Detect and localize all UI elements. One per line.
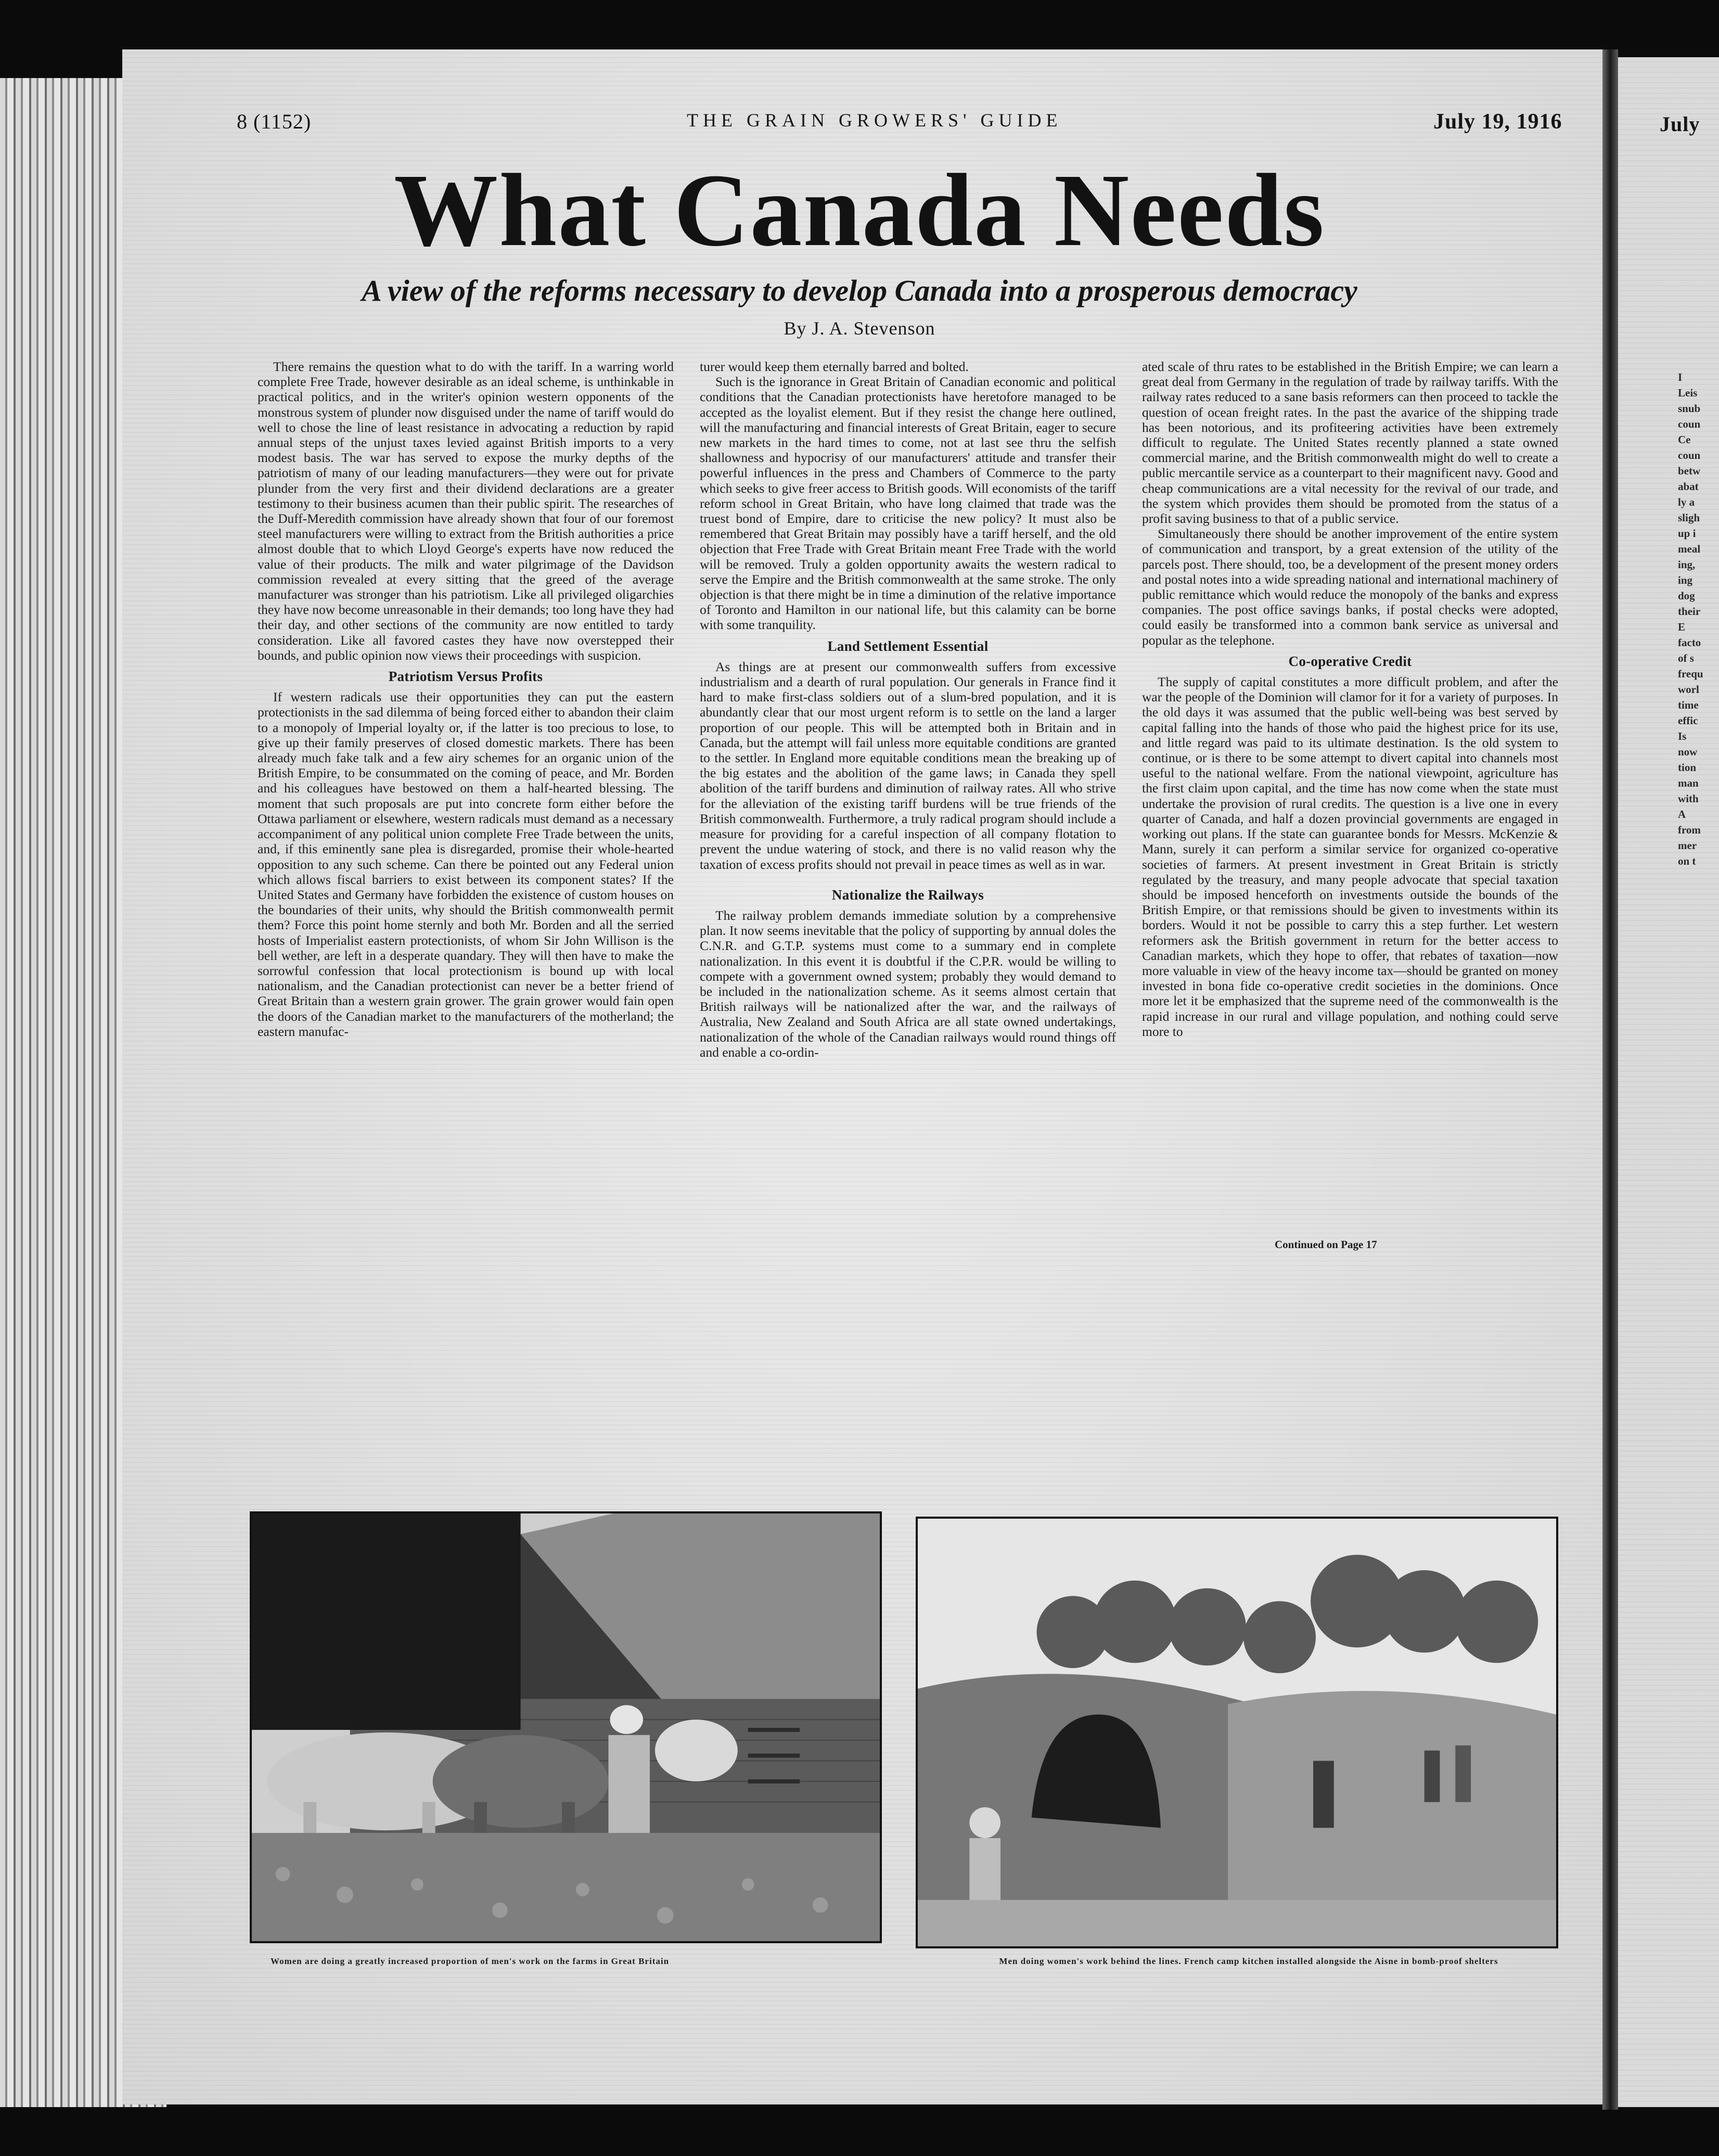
paragraph: ated scale of thru rates to be established in the British Empire; we can learn a great deal from Germany in the regulation of trade by railway tariffs. With the railway rates reduced to a sane basis reformers can then proceed to tackle the question of ocean freight rates. In the past the avarice of the shipping trade has been notorious, and its profiteering activities have been extremely difficult to regulate. The United States recently planned a state owned commercial marine, and the British commonwealth might do well to create a public mercantile service as a counterpart to their magnificent navy. Good and cheap communications are a vital necessity for the revival of our trade, and the system which provides them should be promoted from the status of a profit saving business to that of a public service. — [1142, 359, 1558, 527]
paragraph: The supply of capital constitutes a more difficult problem, and after the war the people of the Dominion will clamor for it for a variety of purposes. In the old days it was assumed that the public well-being was best served by capital falling into the hands of those who paid the highest price for its use, and little regard was paid to its ultimate destination. Is the old system to continue, or is there to be some attempt to divert capital into channels most useful to the national welfare. From the national viewpoint, agriculture has the first claim upon capital, and the time has now come when the state must undertake the provision of rural credits. The question is a live one in every quarter of Canada, and half a dozen provincial governments are engaged in working out plans. If the state can guarantee bonds for Messrs. McKenzie & Mann, surely it can perform a similar service for organized co-operative societies of farmers. At present investment in Great Britain is strictly regulated by the treasury, and many people advocate that special taxation should be imposed henceforth on investments outside the bounds of the British Empire, or that remissions should be given to investments within its borders. Would it not be possible to carry this a step further. Let western reformers ask the British government in return for the better access to Canadian markets, which they hope to offer, that rebates of taxation—now more valuable in view of the heavy income tax—should be granted on money invested in bona fide co-operative credit societies in the dominions. Once more let it be emphasized that the supreme need of the commonwealth is the rapid increase in our rural and village population, and nothing could serve more to — [1142, 674, 1558, 1039]
adjacent-page-fragment: coun — [1678, 449, 1701, 461]
adjacent-page-fragment: sligh — [1678, 511, 1700, 524]
article-column-1 — [258, 359, 674, 1303]
article-column-2 — [700, 359, 1116, 1254]
camp-kitchen-photo — [916, 1517, 1558, 1948]
adjacent-page-fragment: facto — [1678, 636, 1701, 649]
article-column-3 — [1142, 359, 1558, 1228]
issue-date: July 19, 1916 — [1433, 110, 1562, 134]
adjacent-page-fragment: Is — [1678, 730, 1687, 742]
adjacent-page-fragment: Ce — [1678, 433, 1691, 446]
continued-notice: Continued on Page 17 — [1275, 1238, 1377, 1251]
page-number: 8 (1152) — [237, 110, 312, 133]
article-byline: By J. A. Stevenson — [784, 318, 935, 339]
adjacent-page-fragment: snub — [1678, 402, 1701, 415]
paragraph: turer would keep them eternally barred and bolted. — [700, 359, 969, 374]
adjacent-page — [1618, 57, 1719, 2107]
adjacent-page-fragment: up i — [1678, 527, 1696, 540]
adjacent-page-fragment: frequ — [1678, 668, 1703, 680]
adjacent-page-fragment: dog — [1678, 589, 1695, 602]
book-gutter — [1602, 49, 1618, 2110]
photo-caption: Women are doing a greatly increased proportion of men's work on the farms in Great Britain — [271, 1956, 670, 1966]
adjacent-page-fragment: E — [1678, 621, 1686, 633]
adjacent-page-fragment: worl — [1678, 683, 1699, 696]
section-heading: Land Settlement Essential — [827, 638, 989, 654]
adjacent-page-header: July — [1660, 112, 1700, 136]
section-heading: Patriotism Versus Profits — [388, 669, 543, 685]
article-subtitle: A view of the reforms necessary to develop Canada into a prosperous democracy — [362, 274, 1357, 307]
adjacent-page-fragment: of s — [1678, 652, 1694, 664]
page-header — [0, 109, 1719, 140]
adjacent-page-fragment: I — [1678, 371, 1683, 383]
section-heading: Co-operative Credit — [1288, 653, 1412, 669]
publication-name: THE GRAIN GROWERS' GUIDE — [687, 110, 1062, 131]
photo-caption: Men doing women's work behind the lines. French camp kitchen installed alongside the Aisne in bomb-proof shelters — [999, 1956, 1498, 1966]
adjacent-page-fragment: now — [1678, 746, 1698, 758]
paragraph: Such is the ignorance in Great Britain of Canadian economic and political conditions that the Canadian protectionists have heretofore managed to be accepted as the loyalist element. But if they resist the change here outlined, will the manufacturing and financial interests of Great Britain, eager to secure new markets in the hard times to come, not at last see thru the selfish shallowness and hypocrisy of our manufacturers' attitude and transfer their powerful influences in the press and Chambers of Commerce to the party which seeks to give freer access to British goods. Will economists of the tariff reform school in Great Britain, who have long claimed that trade was the truest bond of Empire, dare to criticise the new policy? It must also be remembered that Great Britain may possibly have a tariff herself, and the old objection that Free Trade with Great Britain meant Free Trade with the world will be removed. Truly a golden opportunity awaits the western radical to serve the Empire and the British commonwealth at the same stroke. The only objection is that there might be in time a diminution of the relative importance of Toronto and Hamilton in our national life, but this calamity can be borne with some tranquility. — [700, 374, 1116, 633]
adjacent-page-fragment: abat — [1678, 480, 1699, 493]
adjacent-page-fragment: mer — [1678, 839, 1697, 852]
adjacent-page-fragment: Leis — [1678, 387, 1698, 399]
paragraph: If western radicals use their opportunities they can put the eastern protectionists in the sad dilemma of being forced either to abandon their claim to a monopoly of Imperial loyalty or, if the latter is too precious to lose, to give up their family preserves of closed domestic markets. There has been already much fake talk and a few airy schemes for an organic union of the British Empire, to be consummated on the coming of peace, and Mr. Borden and his colleagues have bestowed on them a half-hearted blessing. The moment that such proposals are put into concrete form either before the Ottawa parliament or elsewhere, western radicals must demand as a necessary accompaniment of any political union complete Free Trade between the units, and, if this eminently sane plea is disregarded, promise their whole-hearted opposition to any such scheme. Can there be pointed out any Federal union which allows fiscal barriers to exist between its component states? If the United States and Germany have forbidden the existence of custom houses on the boundaries of their units, why should the British commonwealth permit them? Force this point home sternly and both Mr. Borden and all the serried hosts of Imperialist eastern protectionists, of whom Sir John Willison is the bell wether, are left in a desperate quandary. They will then have to make the sorrowful confession that local protectionism is bound up with local nationalism, and the Canadian protectionist can never be a better friend of Great Britain than a western grain grower. The grain grower would fain open the doors of the Canadian market to the manufacturers of the motherland; the eastern manufac- — [258, 689, 674, 1039]
section-heading: Nationalize the Railways — [831, 887, 984, 903]
adjacent-page-fragment: meal — [1678, 543, 1701, 555]
adjacent-page-fragment: coun — [1678, 418, 1701, 430]
adjacent-page-fragment: their — [1678, 605, 1701, 618]
paragraph: Simultaneously there should be another improvement of the entire system of communication and transport, by a great extension of the utility of the parcels post. There should, too, be a development of the present money orders and postal notes into a wide spreading national and international machinery of public remittance which would reduce the monopoly of the banks and express companies. The post office savings banks, if postal checks were adopted, could easily be transformed into a common bank service as universal and popular as the telephone. — [1142, 526, 1558, 648]
adjacent-page-fragment: time — [1678, 699, 1699, 711]
adjacent-page-fragment: A — [1678, 808, 1686, 820]
article-title: What Canada Needs — [394, 153, 1325, 268]
adjacent-page-fragment: on t — [1678, 855, 1696, 867]
adjacent-page-fragment: man — [1678, 777, 1699, 789]
paragraph: The railway problem demands immediate solution by a comprehensive plan. It now seems inevitable that the policy of supporting by annual doles the C.N.R. and G.T.P. systems must come to a summary end in complete nationalization. In this event it is doubtful if the C.P.R. would be willing to compete with a government owned system; probably they would demand to be included in the nationalization scheme. As it seems almost certain that British railways will be nationalized after the war, and the railways of Australia, New Zealand and South Africa are all state owned undertakings, nationalization of the whole of the Canadian railways would round things off and enable a co-ordin- — [700, 907, 1116, 1060]
adjacent-page-fragment: from — [1678, 824, 1701, 836]
farm-women-photo — [250, 1511, 882, 1943]
paragraph: There remains the question what to do with the tariff. In a warring world complete Free Trade, however desirable as an ideal scheme, is unthinkable in practical politics, and in the writer's opinion western opponents of the monstrous system of plunder now disguised under the name of tariff would do well to chose the line of least resistance in advocating a reduction by rapid annual steps of the unjust taxes levied against British imports to a very modest basis. The war has served to expose the murky depths of the patriotism of many of our leading manufacturers—they were out for private plunder from the very first and their dividend declarations are a greater testimony to their business acumen than their public spirit. The researches of the Duff-Meredith commission have already shown that four of our foremost steel manufacturers were willing to extract from the British authorities a price almost double that to which Lloyd George's experts have now reduced the value of their products. The milk and water pilgrimage of the Davidson commission revealed at every sitting that the greed of the average manufacturer was stronger than his patriotism. Like all privileged oligarchies they have now become unreasonable in their demands; too long have they had their day, and other sections of the community are now entitled to tardy consideration. Like all favored castes they have now overstepped their bounds, and public opinion now views their proceedings with suspicion. — [258, 359, 674, 663]
adjacent-page-text-fragments — [1678, 369, 1719, 869]
adjacent-page-fragment: ing, — [1678, 558, 1696, 571]
adjacent-page-fragment: ly a — [1678, 496, 1695, 508]
adjacent-page-fragment: effic — [1678, 714, 1698, 727]
adjacent-page-fragment: tion — [1678, 761, 1697, 774]
adjacent-page-fragment: betw — [1678, 465, 1701, 477]
adjacent-page-fragment: ing — [1678, 574, 1693, 586]
paragraph: As things are at present our commonwealth suffers from excessive industrialism and a dearth of rural population. Our generals in France find it hard to make first-class soldiers out of a slum-bred population, and it is abundantly clear that our most urgent reform is to settle on the land a larger proportion of our people. This will be attempted both in Britain and in Canada, but the attempt will fail unless more equitable conditions are granted to the settler. In England more equitable conditions mean the breaking up of the big estates and the abolition of the game laws; in Canada they spell abolition of the tariff burdens and diminution of railway rates. All who strive for the alleviation of the existing tariff burdens will be true friends of the British commonwealth. Furthermore, a truly radical program should include a measure for providing for a careful inspection of all company flotation to prevent the undue watering of stock, and there is no valid reason why the taxation of excess profits should not prevail in peace times as well as in war. — [700, 659, 1116, 872]
adjacent-page-fragment: with — [1678, 792, 1699, 805]
